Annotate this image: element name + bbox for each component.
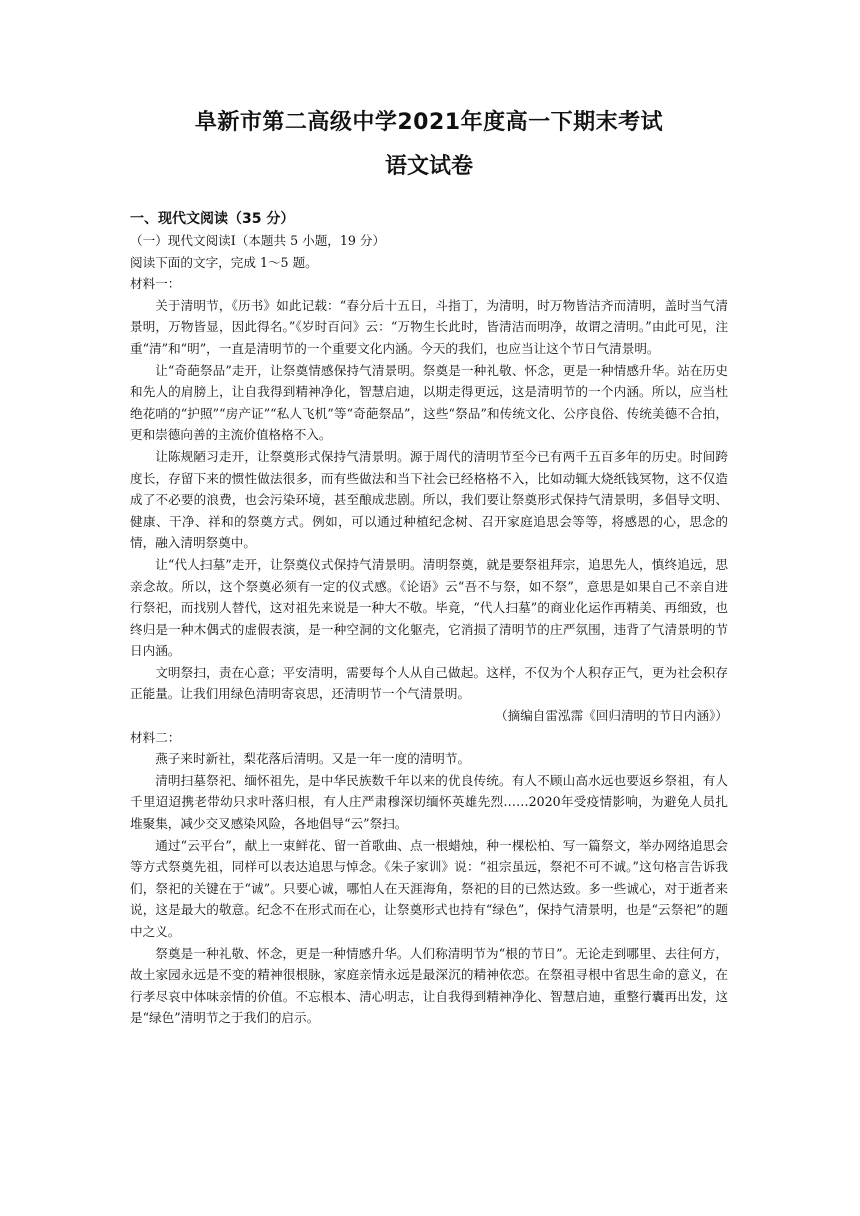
material-two-paragraph: 燕子来时新社，梨花落后清明。又是一年一度的清明节。 [155, 751, 471, 767]
part-intro: （一）现代文阅读Ⅰ（本题共 5 小题，19 分） [130, 233, 386, 248]
material-two-paragraph: 清明扫墓祭祀、缅怀祖先，是中华民族数千年以来的优良传统。有人不顾山高水远也要返乡祭祖，有人千里迢迢携老带幼只求叶落归根，有人庄严肃穆深切缅怀英雄先烈……2020年受疫情影响，为避免人员扎堆聚集，减少交叉感染风险，各地倡导“云”祭扫。 [130, 772, 728, 832]
material-one-paragraph: 让陈规陋习走开，让祭奠形式保持气清景明。源于周代的清明节至今已有两千五百多年的历史。时间跨度长，存留下来的惯性做法很多，而有些做法和当下社会已经格格不入，比如动辄大烧纸钱冥物，这不仅造成了不必要的浪费，也会污染环境，甚至酿成悲剧。所以，我们要让祭奠形式保持气清景明，多倡导文明、健康、干净、祥和的祭奠方式。例如，可以通过种植纪念树、召开家庭追思会等等，将感恩的心，思念的情，融入清明祭奠中。 [130, 448, 728, 551]
reading-instruction: 阅读下面的文字，完成 1～5 题。 [130, 254, 318, 270]
exam-page [130, 108, 728, 1029]
exam-title: 阜新市第二高级中学2021年度高一下期末考试 [194, 110, 664, 135]
material-one-paragraph: 让“代人扫墓”走开，让祭奠仪式保持气清景明。清明祭奠，就是要祭祖拜宗，追思先人，慎终追远，思亲念故。所以，这个祭奠必须有一定的仪式感。《论语》云“吾不与祭，如不祭”，意思是如果自己不亲自进行祭祀，而找别人替代，这对祖先来说是一种大不敬。毕竟，“代人扫墓”的商业化运作再精美、再细致，也终归是一种木偶式的虚假表演，是一种空洞的文化躯壳，它消损了清明节的庄严氛围，违背了气清景明的节日内涵。 [130, 556, 728, 659]
material-two-label: 材料二： [130, 729, 181, 745]
material-two-paragraph: 通过“云平台”，献上一束鲜花、留一首歌曲、点一根蜡烛，种一棵松柏、写一篇祭文，举办网络追思会等方式祭奠先祖，同样可以表达追思与悼念。《朱子家训》说：“祖宗虽远，祭祀不可不诚。”这句格言告诉我们，祭祀的关键在于“诚”。只要心诚，哪怕人在天涯海角，祭祀的目的已然达致。多一些诚心，对于逝者来说，这是最大的敬意。纪念不在形式而在心，让祭奠形式也持有“绿色”，保持气清景明，也是“云祭祀”的题中之义。 [130, 837, 728, 939]
material-one-paragraph: 文明祭扫，责在心意；平安清明，需要每个人从自己做起。这样，不仅为个人积存正气，更为社会积存正能量。让我们用绿色清明寄哀思，还清明节一个气清景明。 [130, 664, 728, 702]
material-one-paragraph: 让“奇葩祭品”走开，让祭奠情感保持气清景明。祭奠是一种礼敬、怀念，更是一种情感升华。站在历史和先人的肩膀上，让自我得到精神净化，智慧启迪，以期走得更远，这是清明节的一个内涵。所以，应当杜绝花哨的“护照”“房产证”“私人飞机”等“奇葩祭品”，这些“祭品”和传统文化、公序良俗、传统美德不合拍，更和崇德向善的主流价值格格不入。 [130, 362, 728, 443]
exam-subtitle: 语文试卷 [384, 154, 473, 179]
material-two-paragraph: 祭奠是一种礼敬、怀念，更是一种情感升华。人们称清明节为“根的节日”。无论走到哪里、去往何方，故土家园永远是不变的精神很根脉，家庭亲情永远是最深沉的精神依恋。在祭祖寻根中省思生命的意义，在行孝尽哀中体味亲情的价值。不忘根本、清心明志，让自我得到精神净化、智慧启迪，重整行囊再出发，这是“绿色”清明节之于我们的启示。 [130, 945, 728, 1026]
material-one-paragraph: 关于清明节，《历书》如此记载：“春分后十五日，斗指丁，为清明，时万物皆洁齐而清明，盖时当气清景明，万物皆显，因此得名。”《岁时百问》云：“万物生长此时，皆清洁而明净，故谓之清明。”由此可见，注重“清”和“明”，一直是清明节的一个重要文化内涵。今天的我们，也应当让这个节日气清景明。 [130, 297, 728, 356]
material-one-source: （摘编自雷泓霈《回归清明的节日内涵》） [495, 708, 728, 724]
section-heading: 一、现代文阅读（35 分） [130, 211, 295, 227]
material-one-label: 材料一： [130, 276, 181, 292]
